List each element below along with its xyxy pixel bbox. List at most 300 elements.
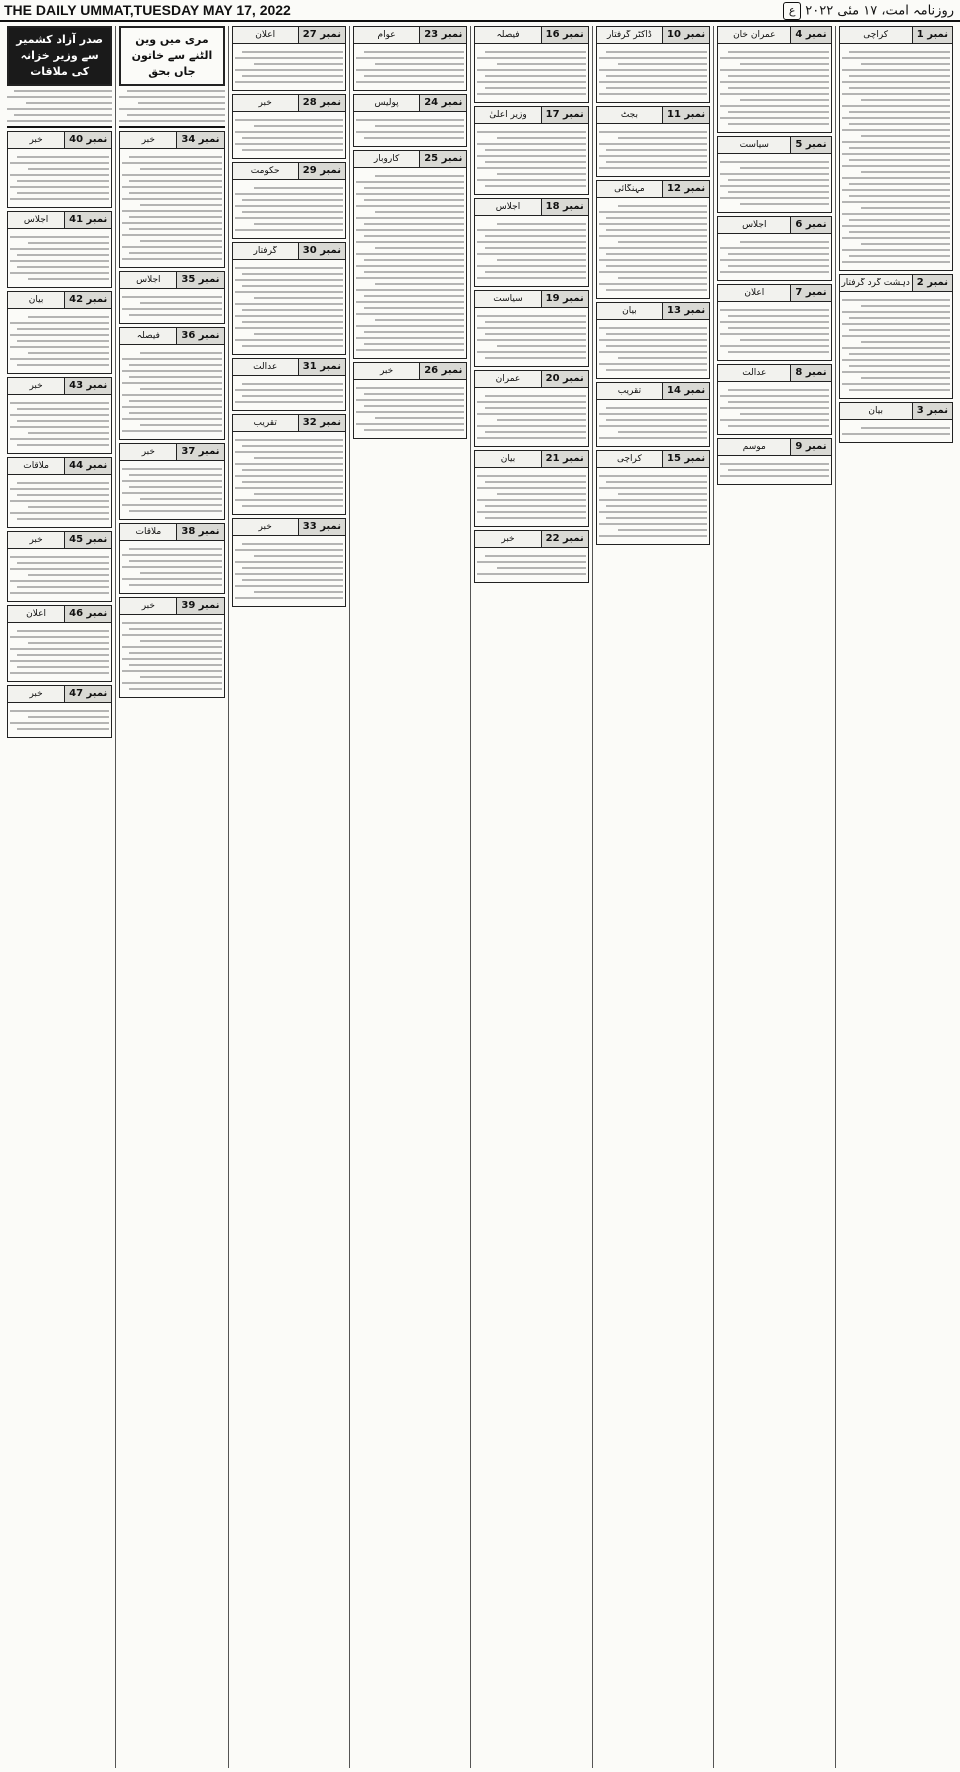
text-line (861, 341, 950, 343)
text-line (356, 423, 464, 425)
news-item-number: نمبر 45 (64, 532, 111, 548)
news-item-body (475, 124, 587, 194)
text-line (842, 69, 950, 71)
text-line (599, 511, 707, 513)
text-line (364, 343, 465, 345)
news-column (713, 26, 834, 1768)
news-item-number: نمبر 21 (541, 451, 588, 467)
news-item (232, 162, 346, 239)
news-item-title: مہنگائی (614, 184, 645, 194)
text-line (477, 487, 585, 489)
text-line (10, 248, 109, 250)
text-line (849, 329, 950, 331)
news-item (839, 402, 953, 443)
text-line (606, 345, 707, 347)
text-line (10, 512, 109, 514)
news-item-number: نمبر 47 (64, 686, 111, 702)
news-item-title: عمران (495, 374, 521, 384)
news-item-number: نمبر 46 (64, 606, 111, 622)
text-line (861, 63, 950, 65)
text-line (599, 259, 707, 261)
news-item-number: نمبر 39 (176, 598, 223, 614)
text-line (122, 622, 221, 624)
news-item (7, 531, 112, 602)
text-line (10, 334, 109, 336)
news-item-body (475, 216, 587, 286)
news-item (717, 216, 831, 281)
text-line (138, 102, 224, 104)
text-line (842, 93, 950, 95)
text-line (129, 628, 221, 630)
news-item-number: نمبر 19 (541, 291, 588, 307)
text-line (28, 316, 109, 318)
text-line (10, 260, 109, 262)
news-item-title: تقریب (617, 386, 642, 396)
text-line (122, 174, 221, 176)
news-item-header (354, 363, 466, 380)
text-line (254, 333, 343, 335)
text-line (28, 278, 109, 280)
text-line (740, 203, 829, 205)
news-item (717, 284, 831, 361)
text-line (485, 185, 586, 187)
news-item-body (120, 461, 223, 519)
text-line (720, 345, 828, 347)
news-item-number: نمبر 25 (419, 151, 466, 167)
text-line (842, 383, 950, 385)
news-item-header (8, 292, 111, 309)
news-item-body (718, 154, 830, 212)
text-line (122, 430, 221, 432)
news-item-header (8, 212, 111, 229)
news-item (353, 26, 467, 91)
text-line (599, 57, 707, 59)
news-item-number: نمبر 44 (64, 458, 111, 474)
text-line (17, 654, 109, 656)
text-line (861, 99, 950, 101)
text-line (10, 186, 109, 188)
text-line (842, 323, 950, 325)
news-item-body (120, 615, 223, 697)
text-line (235, 303, 343, 305)
text-line (140, 676, 221, 678)
text-line (17, 364, 109, 366)
news-item (7, 211, 112, 288)
text-line (842, 129, 950, 131)
news-item-number: نمبر 29 (298, 163, 345, 179)
text-line (477, 179, 585, 181)
news-item-header (597, 383, 709, 400)
text-line (728, 253, 829, 255)
news-item-number: نمبر 3 (912, 403, 952, 419)
news-item-header (718, 27, 830, 44)
text-line (606, 505, 707, 507)
news-item-body (475, 548, 587, 582)
news-item-title: خبر (379, 366, 394, 376)
text-line (10, 272, 109, 274)
text-line (140, 240, 221, 242)
text-line (140, 498, 221, 500)
text-line (599, 223, 707, 225)
text-line (861, 207, 950, 209)
news-item (353, 150, 467, 359)
text-line (599, 523, 707, 525)
text-line (10, 592, 109, 594)
text-line (477, 155, 585, 157)
news-columns (4, 26, 956, 1768)
text-line (122, 258, 221, 260)
text-line (849, 147, 950, 149)
news-item-body (8, 549, 111, 601)
text-line (485, 51, 586, 53)
news-column (592, 26, 713, 1768)
text-line (10, 710, 109, 712)
text-line (356, 337, 464, 339)
text-line (728, 315, 829, 317)
news-item-title: بیان (868, 406, 883, 416)
news-item-header (597, 27, 709, 44)
news-item-header (718, 137, 830, 154)
text-line (720, 57, 828, 59)
news-item-title: کراچی (616, 454, 642, 464)
news-item-title: خبر (258, 522, 272, 532)
news-item-body (597, 468, 709, 544)
text-line (485, 333, 586, 335)
news-item-title: خبر (29, 381, 43, 391)
news-column (470, 26, 591, 1768)
text-line (599, 437, 707, 439)
news-item (596, 26, 710, 103)
text-line (242, 579, 343, 581)
text-line (606, 161, 707, 163)
news-item-header (120, 598, 223, 615)
text-line (28, 352, 109, 354)
text-line (356, 313, 464, 315)
news-item-title: عدالت (742, 368, 767, 378)
text-line (17, 420, 109, 422)
text-line (849, 365, 950, 367)
text-line (356, 119, 464, 121)
text-line (129, 412, 221, 414)
text-line (364, 331, 465, 333)
text-line (235, 57, 343, 59)
text-line (235, 499, 343, 501)
news-item (7, 457, 112, 528)
text-line (849, 317, 950, 319)
text-line (842, 153, 950, 155)
text-line (497, 493, 586, 495)
text-line (14, 90, 112, 92)
news-column (4, 26, 115, 1768)
text-line (17, 666, 109, 668)
news-item-number: نمبر 12 (662, 181, 709, 197)
news-item-title: سیاست (493, 294, 523, 304)
text-line (477, 475, 585, 477)
text-line (720, 173, 828, 175)
text-line (485, 481, 586, 483)
news-item-number: نمبر 14 (662, 383, 709, 399)
text-line (235, 205, 343, 207)
text-line (599, 211, 707, 213)
text-line (122, 198, 221, 200)
text-line (477, 241, 585, 243)
news-item-header (597, 107, 709, 124)
text-line (119, 120, 224, 122)
text-line (10, 568, 109, 570)
text-line (477, 315, 585, 317)
news-item (596, 106, 710, 177)
news-item-title: خبر (141, 447, 155, 457)
text-line (242, 481, 343, 483)
news-item-number: نمبر 42 (64, 292, 111, 308)
text-line (364, 259, 465, 261)
text-line (122, 566, 221, 568)
news-item-header (120, 524, 223, 541)
text-line (235, 81, 343, 83)
news-item-header (8, 132, 111, 149)
text-line (235, 549, 343, 551)
text-line (235, 561, 343, 563)
text-line (849, 159, 950, 161)
text-line (122, 162, 221, 164)
news-item (474, 106, 588, 195)
news-item (7, 377, 112, 454)
text-line (720, 197, 828, 199)
news-item-number: نمبر 40 (64, 132, 111, 148)
text-line (235, 229, 343, 231)
text-line (728, 327, 829, 329)
text-line (235, 291, 343, 293)
text-line (606, 369, 707, 371)
news-item-header (718, 285, 830, 302)
text-line (606, 517, 707, 519)
text-line (599, 81, 707, 83)
text-line (849, 255, 950, 257)
news-column (349, 26, 470, 1768)
text-line (720, 407, 828, 409)
text-line (122, 296, 221, 298)
text-line (242, 321, 343, 323)
text-line (122, 670, 221, 672)
news-item-body (475, 468, 587, 526)
news-item-body (718, 456, 830, 484)
text-line (728, 389, 829, 391)
news-column (228, 26, 349, 1768)
text-line (849, 231, 950, 233)
news-item-body (597, 124, 709, 176)
text-line (122, 186, 221, 188)
news-item-header (120, 132, 223, 149)
text-line (618, 137, 707, 139)
text-line (254, 591, 343, 593)
news-item (717, 26, 831, 133)
text-line (254, 297, 343, 299)
news-item-header (840, 403, 952, 420)
news-item-title: خبر (141, 601, 155, 611)
text-line (254, 555, 343, 557)
news-item-number: نمبر 7 (790, 285, 830, 301)
text-line (477, 511, 585, 513)
text-line (364, 75, 465, 77)
text-line (477, 351, 585, 353)
text-line (720, 395, 828, 397)
news-item-body (233, 44, 345, 90)
news-item (119, 597, 224, 698)
text-line (17, 630, 109, 632)
text-line (364, 223, 465, 225)
text-line (849, 353, 950, 355)
news-item-number: نمبر 10 (662, 27, 709, 43)
news-item-header (475, 199, 587, 216)
text-line (599, 475, 707, 477)
text-line (849, 51, 950, 53)
text-line (356, 241, 464, 243)
news-item-title: اعلان (744, 288, 765, 298)
text-line (235, 267, 343, 269)
text-line (356, 399, 464, 401)
text-line (842, 57, 950, 59)
news-item-title: خبر (501, 534, 515, 544)
text-line (242, 51, 343, 53)
text-line (599, 327, 707, 329)
text-line (235, 315, 343, 317)
news-item-number: نمبر 33 (298, 519, 345, 535)
text-line (356, 81, 464, 83)
text-line (364, 307, 465, 309)
text-line (235, 451, 343, 453)
text-line (477, 413, 585, 415)
text-line (485, 161, 586, 163)
text-line (242, 505, 343, 507)
text-line (485, 395, 586, 397)
news-item-title: بیان (622, 306, 637, 316)
text-line (129, 376, 221, 378)
text-line (7, 120, 112, 122)
news-item-body (354, 44, 466, 90)
text-line (606, 407, 707, 409)
news-item-body (475, 44, 587, 102)
text-line (849, 123, 950, 125)
news-item-header (8, 458, 111, 475)
text-line (618, 357, 707, 359)
text-line (10, 236, 109, 238)
news-item-title: خبر (141, 135, 155, 145)
text-line (122, 308, 221, 310)
news-column (835, 26, 956, 1768)
text-line (17, 408, 109, 410)
text-line (497, 259, 586, 261)
news-item-header (233, 415, 345, 432)
text-line (254, 187, 343, 189)
text-line (356, 325, 464, 327)
ummat-logo-icon: ع (783, 2, 801, 20)
news-item-body (718, 234, 830, 280)
text-line (842, 335, 950, 337)
text-line (618, 529, 707, 531)
text-line (127, 114, 225, 116)
text-line (17, 518, 109, 520)
text-line (842, 141, 950, 143)
text-line (477, 57, 585, 59)
news-item-title: عدالت (253, 362, 278, 372)
news-item-title: عوام (377, 30, 396, 40)
text-line (10, 500, 109, 502)
news-item-number: نمبر 9 (790, 439, 830, 455)
text-line (356, 193, 464, 195)
text-line (14, 114, 112, 116)
text-line (720, 259, 828, 261)
text-line (728, 425, 829, 427)
news-item (119, 443, 224, 520)
news-item-header (233, 163, 345, 180)
divider (7, 126, 112, 128)
text-line (254, 125, 343, 127)
text-line (10, 636, 109, 638)
text-line (599, 499, 707, 501)
text-line (720, 309, 828, 311)
news-item-body (597, 320, 709, 378)
news-item (7, 131, 112, 208)
text-line (740, 99, 829, 101)
news-item-body (475, 388, 587, 446)
news-item-title: ڈاکٹر گرفتار (607, 30, 652, 40)
news-item-body (233, 376, 345, 410)
text-line (235, 487, 343, 489)
news-item (232, 26, 346, 91)
text-line (740, 339, 829, 341)
text-line (485, 357, 586, 359)
text-line (375, 283, 464, 285)
text-line (10, 556, 109, 558)
text-line (375, 63, 464, 65)
news-item-title: ملاقات (135, 527, 162, 537)
text-line (485, 321, 586, 323)
text-line (356, 349, 464, 351)
text-line (7, 108, 112, 110)
text-line (740, 413, 829, 415)
text-line (728, 401, 829, 403)
text-line (122, 358, 221, 360)
text-line (17, 156, 109, 158)
text-line (842, 359, 950, 361)
text-line (849, 183, 950, 185)
news-item-header (597, 451, 709, 468)
text-line (485, 517, 586, 519)
text-line (606, 289, 707, 291)
text-line (485, 149, 586, 151)
text-line (356, 131, 464, 133)
text-line (140, 168, 221, 170)
text-line (842, 177, 950, 179)
news-item-body (233, 260, 345, 354)
news-item-title: کراچی (863, 30, 889, 40)
news-item (232, 358, 346, 411)
news-item-header (120, 328, 223, 345)
text-line (849, 219, 950, 221)
feature-headline (7, 26, 112, 86)
text-line (485, 505, 586, 507)
text-line (122, 554, 221, 556)
text-line (122, 234, 221, 236)
text-line (849, 75, 950, 77)
text-line (129, 216, 221, 218)
text-line (497, 567, 586, 569)
text-line (364, 405, 465, 407)
text-line (485, 555, 586, 557)
text-line (606, 87, 707, 89)
text-line (122, 634, 221, 636)
text-line (728, 75, 829, 77)
